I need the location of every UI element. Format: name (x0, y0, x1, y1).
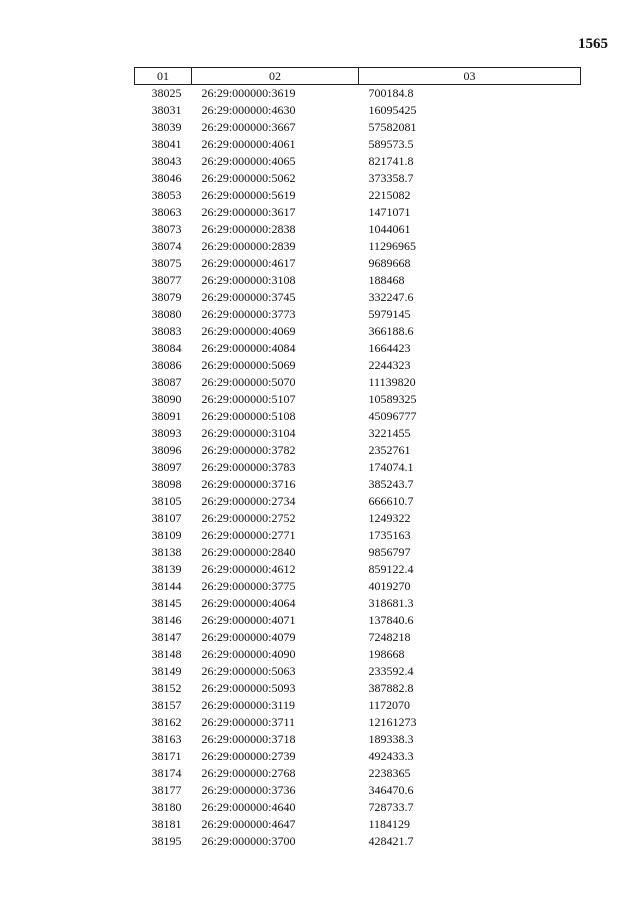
cadastral-number-cell: 26:29:000000:4069 (201, 324, 296, 338)
value-cell: 821741.8 (368, 154, 414, 168)
value-cell: 346470.6 (368, 783, 414, 797)
cadastral-number-cell: 26:29:000000:4612 (201, 562, 296, 576)
row-code-cell: 38174 (151, 766, 182, 780)
value-cell: 45096777 (368, 409, 417, 423)
table-row (135, 629, 581, 646)
value-cell: 16095425 (368, 103, 417, 117)
cadastral-number-cell: 26:29:000000:3736 (201, 783, 296, 797)
data-table (134, 67, 581, 850)
cadastral-number-cell: 26:29:000000:5108 (201, 409, 296, 423)
value-cell: 2215082 (368, 188, 411, 202)
cadastral-number-cell: 26:29:000000:2752 (201, 511, 296, 525)
cadastral-number-cell: 26:29:000000:2838 (201, 222, 296, 236)
value-cell: 3221455 (368, 426, 411, 440)
table-row (135, 612, 581, 629)
table-row (135, 187, 581, 204)
table-row (135, 289, 581, 306)
column-header-02: 02 (192, 68, 359, 85)
row-code-cell: 38091 (151, 409, 182, 423)
value-cell: 233592.4 (368, 664, 414, 678)
value-cell: 137840.6 (368, 613, 414, 627)
value-cell: 700184.8 (368, 86, 414, 100)
row-code-cell: 38109 (151, 528, 182, 542)
row-code-cell: 38148 (151, 647, 182, 661)
table-row (135, 340, 581, 357)
data-table-container (134, 67, 580, 850)
value-cell: 1044061 (368, 222, 411, 236)
cadastral-number-cell: 26:29:000000:3119 (201, 698, 296, 712)
row-code-cell: 38180 (151, 800, 182, 814)
cadastral-number-cell: 26:29:000000:4084 (201, 341, 296, 355)
table-header-row (135, 68, 581, 85)
row-code-cell: 38144 (151, 579, 182, 593)
value-cell: 589573.5 (368, 137, 414, 151)
value-cell: 7248218 (368, 630, 411, 644)
cadastral-number-cell: 26:29:000000:3782 (201, 443, 296, 457)
row-code-cell: 38031 (151, 103, 182, 117)
cadastral-number-cell: 26:29:000000:2839 (201, 239, 296, 253)
cadastral-number-cell: 26:29:000000:4061 (201, 137, 296, 151)
row-code-cell: 38146 (151, 613, 182, 627)
row-code-cell: 38162 (151, 715, 182, 729)
value-cell: 859122.4 (368, 562, 414, 576)
row-code-cell: 38096 (151, 443, 182, 457)
row-code-cell: 38043 (151, 154, 182, 168)
value-cell: 198668 (368, 647, 405, 661)
table-row (135, 646, 581, 663)
value-cell: 387882.8 (368, 681, 414, 695)
value-cell: 174074.1 (368, 460, 414, 474)
table-row (135, 459, 581, 476)
table-row (135, 425, 581, 442)
cadastral-number-cell: 26:29:000000:3711 (201, 715, 296, 729)
row-code-cell: 38025 (151, 86, 182, 100)
value-cell: 428421.7 (368, 834, 414, 848)
row-code-cell: 38079 (151, 290, 182, 304)
value-cell: 189338.3 (368, 732, 414, 746)
row-code-cell: 38041 (151, 137, 182, 151)
table-row (135, 816, 581, 833)
value-cell: 332247.6 (368, 290, 414, 304)
row-code-cell: 38171 (151, 749, 182, 763)
table-row (135, 493, 581, 510)
value-cell: 2244323 (368, 358, 411, 372)
row-code-cell: 38039 (151, 120, 182, 134)
row-code-cell: 38147 (151, 630, 182, 644)
table-row (135, 323, 581, 340)
row-code-cell: 38177 (151, 783, 182, 797)
value-cell: 1471071 (368, 205, 411, 219)
table-row (135, 272, 581, 289)
row-code-cell: 38073 (151, 222, 182, 236)
value-cell: 9689668 (368, 256, 411, 270)
cadastral-number-cell: 26:29:000000:3716 (201, 477, 296, 491)
cadastral-number-cell: 26:29:000000:2739 (201, 749, 296, 763)
cadastral-number-cell: 26:29:000000:3783 (201, 460, 296, 474)
value-cell: 366188.6 (368, 324, 414, 338)
cadastral-number-cell: 26:29:000000:4079 (201, 630, 296, 644)
table-row (135, 255, 581, 272)
value-cell: 1184129 (368, 817, 411, 831)
cadastral-number-cell: 26:29:000000:3667 (201, 120, 296, 134)
table-row (135, 374, 581, 391)
table-row (135, 714, 581, 731)
table-row (135, 527, 581, 544)
table-row (135, 204, 581, 221)
value-cell: 666610.7 (368, 494, 414, 508)
row-code-cell: 38097 (151, 460, 182, 474)
row-code-cell: 38152 (151, 681, 182, 695)
value-cell: 188468 (368, 273, 405, 287)
value-cell: 5979145 (368, 307, 411, 321)
cadastral-number-cell: 26:29:000000:4090 (201, 647, 296, 661)
row-code-cell: 38098 (151, 477, 182, 491)
cadastral-number-cell: 26:29:000000:3700 (201, 834, 296, 848)
cadastral-number-cell: 26:29:000000:5070 (201, 375, 296, 389)
row-code-cell: 38093 (151, 426, 182, 440)
table-row (135, 765, 581, 782)
cadastral-number-cell: 26:29:000000:3773 (201, 307, 296, 321)
value-cell: 57582081 (368, 120, 417, 134)
row-code-cell: 38083 (151, 324, 182, 338)
cadastral-number-cell: 26:29:000000:3775 (201, 579, 296, 593)
table-row (135, 442, 581, 459)
cadastral-number-cell: 26:29:000000:4617 (201, 256, 296, 270)
table-row (135, 731, 581, 748)
row-code-cell: 38074 (151, 239, 182, 253)
row-code-cell: 38195 (151, 834, 182, 848)
table-body (135, 85, 581, 851)
row-code-cell: 38084 (151, 341, 182, 355)
table-header (135, 68, 581, 85)
row-code-cell: 38090 (151, 392, 182, 406)
value-cell: 385243.7 (368, 477, 414, 491)
table-row (135, 561, 581, 578)
cadastral-number-cell: 26:29:000000:4071 (201, 613, 296, 627)
cadastral-number-cell: 26:29:000000:4640 (201, 800, 296, 814)
cadastral-number-cell: 26:29:000000:3104 (201, 426, 296, 440)
cadastral-number-cell: 26:29:000000:5069 (201, 358, 296, 372)
row-code-cell: 38163 (151, 732, 182, 746)
value-cell: 728733.7 (368, 800, 414, 814)
cadastral-number-cell: 26:29:000000:3745 (201, 290, 296, 304)
cadastral-number-cell: 26:29:000000:3619 (201, 86, 296, 100)
table-row (135, 306, 581, 323)
row-code-cell: 38157 (151, 698, 182, 712)
table-row (135, 238, 581, 255)
value-cell: 1249322 (368, 511, 411, 525)
table-row (135, 782, 581, 799)
value-cell: 318681.3 (368, 596, 414, 610)
row-code-cell: 38086 (151, 358, 182, 372)
table-row (135, 221, 581, 238)
table-row (135, 799, 581, 816)
cadastral-number-cell: 26:29:000000:3108 (201, 273, 296, 287)
cadastral-number-cell: 26:29:000000:3617 (201, 205, 296, 219)
cadastral-number-cell: 26:29:000000:5093 (201, 681, 296, 695)
row-code-cell: 38145 (151, 596, 182, 610)
value-cell: 11296965 (368, 239, 417, 253)
table-row (135, 408, 581, 425)
cadastral-number-cell: 26:29:000000:2734 (201, 494, 296, 508)
cadastral-number-cell: 26:29:000000:2840 (201, 545, 296, 559)
row-code-cell: 38046 (151, 171, 182, 185)
value-cell: 2238365 (368, 766, 411, 780)
table-row (135, 153, 581, 170)
table-row (135, 748, 581, 765)
table-row (135, 578, 581, 595)
table-row (135, 680, 581, 697)
row-code-cell: 38053 (151, 188, 182, 202)
value-cell: 492433.3 (368, 749, 414, 763)
table-row (135, 663, 581, 680)
table-row (135, 85, 581, 103)
row-code-cell: 38063 (151, 205, 182, 219)
cadastral-number-cell: 26:29:000000:5062 (201, 171, 296, 185)
table-row (135, 510, 581, 527)
row-code-cell: 38080 (151, 307, 182, 321)
cadastral-number-cell: 26:29:000000:5619 (201, 188, 296, 202)
value-cell: 4019270 (368, 579, 411, 593)
table-row (135, 476, 581, 493)
column-header-01: 01 (135, 68, 192, 85)
row-code-cell: 38138 (151, 545, 182, 559)
value-cell: 12161273 (368, 715, 417, 729)
row-code-cell: 38087 (151, 375, 182, 389)
row-code-cell: 38149 (151, 664, 182, 678)
table-row (135, 595, 581, 612)
table-row (135, 102, 581, 119)
row-code-cell: 38139 (151, 562, 182, 576)
row-code-cell: 38075 (151, 256, 182, 270)
cadastral-number-cell: 26:29:000000:4647 (201, 817, 296, 831)
table-row (135, 833, 581, 850)
value-cell: 1172070 (368, 698, 411, 712)
table-row (135, 697, 581, 714)
cadastral-number-cell: 26:29:000000:2768 (201, 766, 296, 780)
value-cell: 1664423 (368, 341, 411, 355)
cadastral-number-cell: 26:29:000000:4630 (201, 103, 296, 117)
value-cell: 1735163 (368, 528, 411, 542)
value-cell: 373358.7 (368, 171, 414, 185)
cadastral-number-cell: 26:29:000000:5063 (201, 664, 296, 678)
row-code-cell: 38107 (151, 511, 182, 525)
value-cell: 2352761 (368, 443, 411, 457)
table-row (135, 170, 581, 187)
value-cell: 11139820 (368, 375, 416, 389)
row-code-cell: 38077 (151, 273, 182, 287)
row-code-cell: 38181 (151, 817, 182, 831)
cadastral-number-cell: 26:29:000000:4064 (201, 596, 296, 610)
column-header-03: 03 (359, 68, 581, 85)
table-row (135, 119, 581, 136)
cadastral-number-cell: 26:29:000000:4065 (201, 154, 296, 168)
value-cell: 10589325 (368, 392, 417, 406)
table-row (135, 136, 581, 153)
row-code-cell: 38105 (151, 494, 182, 508)
cadastral-number-cell: 26:29:000000:5107 (201, 392, 296, 406)
cadastral-number-cell: 26:29:000000:3718 (201, 732, 296, 746)
value-cell: 9856797 (368, 545, 411, 559)
page-number: 1565 (578, 36, 608, 52)
cadastral-number-cell: 26:29:000000:2771 (201, 528, 296, 542)
table-row (135, 391, 581, 408)
table-row (135, 357, 581, 374)
table-row (135, 544, 581, 561)
